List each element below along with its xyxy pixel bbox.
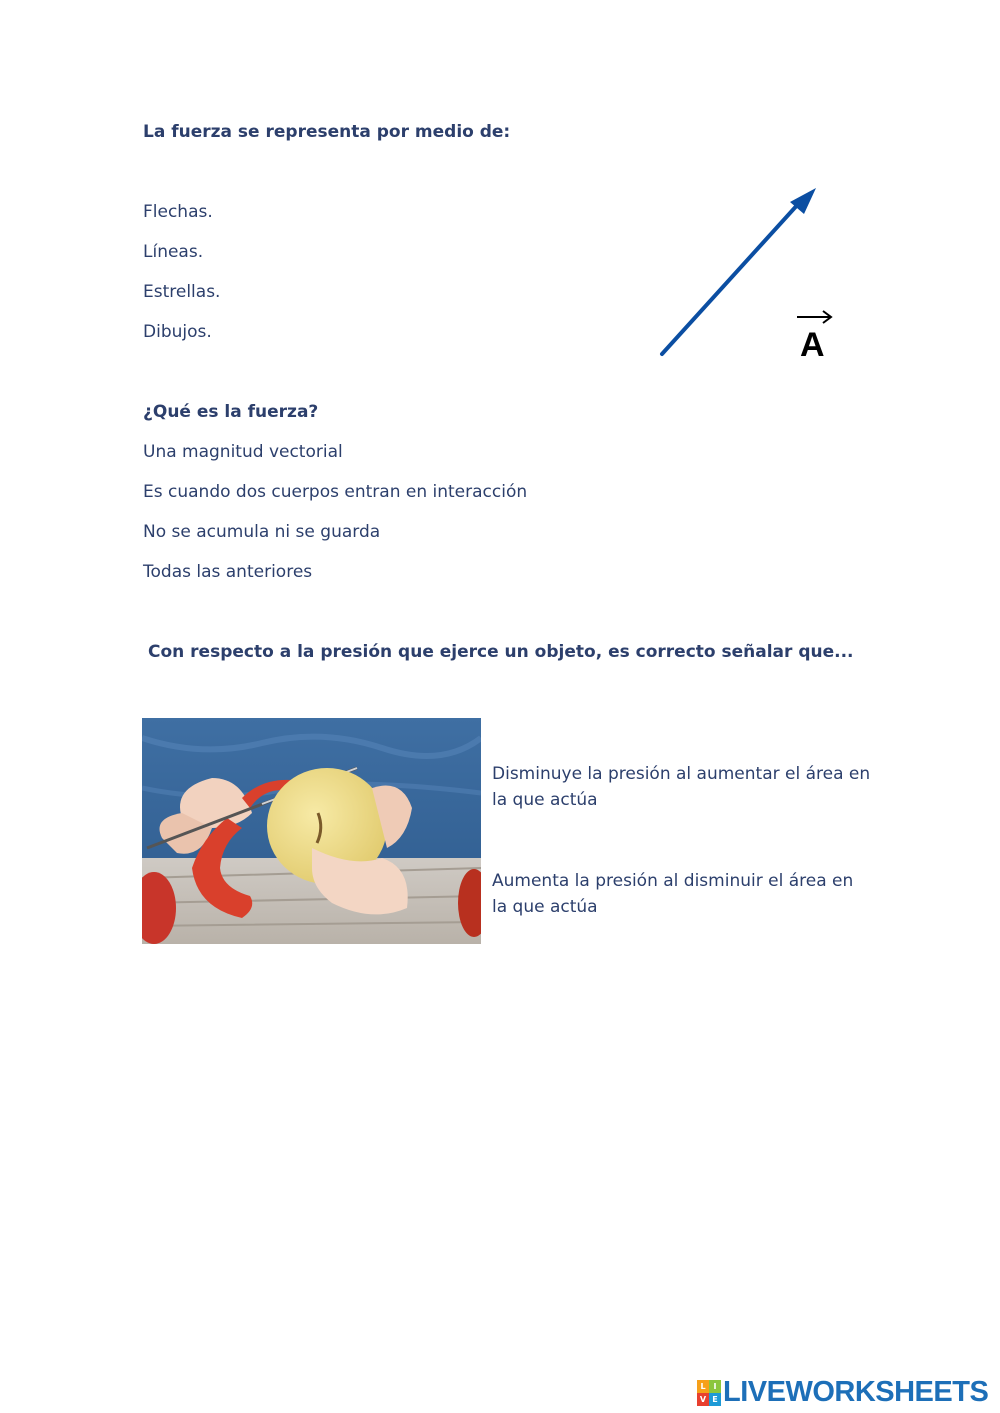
question-1-title: La fuerza se representa por medio de: [143, 122, 511, 142]
logo-letter-e: E [709, 1393, 721, 1406]
question-2-option-4[interactable]: Todas las anteriores [143, 562, 313, 582]
question-2-title: ¿Qué es la fuerza? [143, 402, 319, 422]
logo-letter-i: I [709, 1380, 721, 1393]
question-2-option-3[interactable]: No se acumula ni se guarda [143, 522, 381, 542]
logo-letter-v: V [697, 1393, 709, 1406]
question-1-option-4[interactable]: Dibujos. [143, 322, 212, 342]
question-1-option-3[interactable]: Estrellas. [143, 282, 221, 302]
apple-peeling-photo [142, 718, 481, 944]
liveworksheets-logo-icon [697, 1380, 721, 1406]
question-1-option-1[interactable]: Flechas. [143, 202, 213, 222]
logo-letter-l: L [697, 1380, 709, 1393]
question-2-option-2[interactable]: Es cuando dos cuerpos entran en interacción [143, 482, 528, 502]
question-1-option-2[interactable]: Líneas. [143, 242, 204, 262]
question-3-option-1[interactable]: Disminuye la presión al aumentar el área en la que actúa [492, 764, 871, 810]
question-3-title: Con respecto a la presión que ejerce un objeto, es correcto señalar que... [148, 642, 854, 662]
question-2-option-1[interactable]: Una magnitud vectorial [143, 442, 343, 462]
vector-arrow-illustration [650, 180, 850, 370]
liveworksheets-wordmark: LIVEWORKSHEETS [723, 1376, 989, 1408]
vector-label: A [800, 326, 825, 364]
vector-arrow-shaft [662, 202, 800, 354]
liveworksheets-brand [697, 1376, 988, 1409]
question-3-option-2[interactable]: Aumenta la presión al disminuir el área en la que actúa [492, 871, 854, 917]
